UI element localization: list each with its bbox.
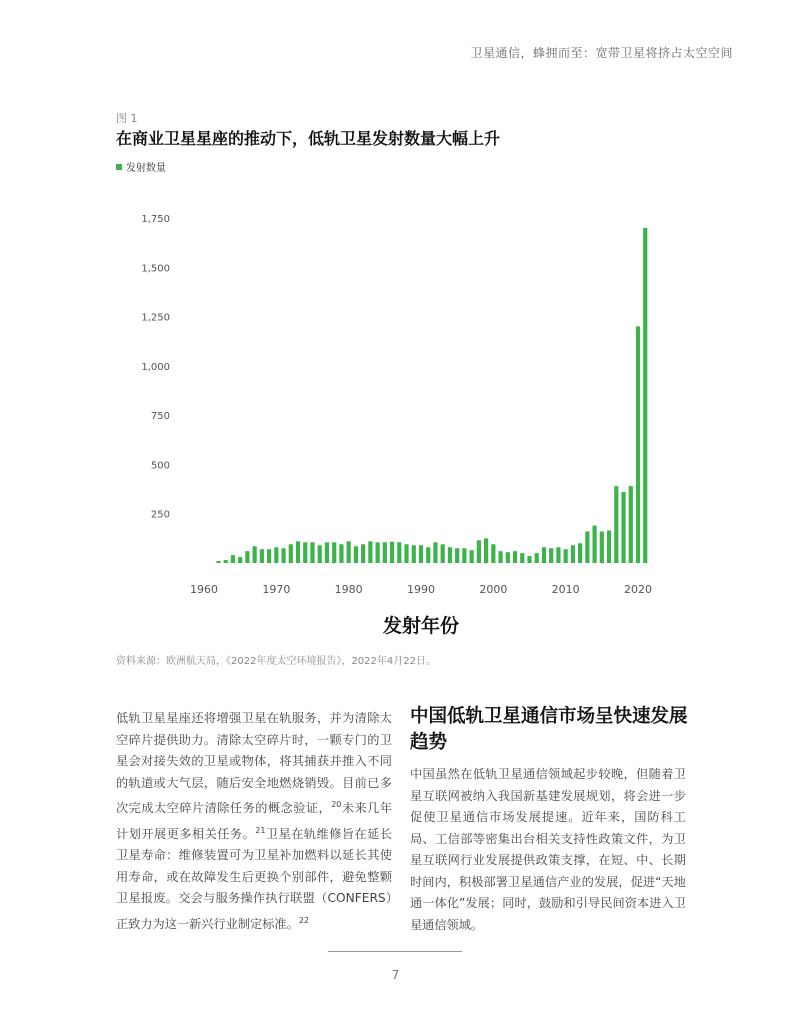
y-tick-label: 1,750 [141,214,170,225]
x-tick-label: 1980 [334,583,363,596]
bar-1997 [470,550,474,563]
bar-1983 [368,541,372,563]
bar-2005 [527,556,531,563]
bar-1987 [397,542,401,563]
bar-1974 [303,542,307,563]
running-header: 卫星通信，蜂拥而至：宽带卫星将挤占太空空间 [470,46,733,60]
y-tick-label: 1,000 [141,361,170,373]
bar-2011 [571,545,575,563]
bar-1972 [289,544,293,563]
bar-2010 [564,549,568,563]
bar-1978 [332,542,336,563]
bar-1980 [347,541,351,563]
x-tick-label: 2000 [479,583,508,596]
y-tick-label: 500 [150,460,170,472]
bar-2000 [491,544,495,563]
x-axis-ticks [190,583,652,596]
section-heading: 中国低轨卫星通信市场呈快速发展趋势 [410,706,688,753]
bar-2020 [636,326,640,563]
figure-source: 资料来源：欧洲航天局，《2022年度太空环境报告》，2022年4月22日。 [116,656,436,667]
paragraph-part: 未来几年计划开展更多相关任务。 [116,801,393,841]
bar-2002 [506,552,510,563]
figure-label: 图 1 [116,112,138,125]
bar-1986 [390,542,394,563]
bar-2004 [520,553,524,563]
bar-1963 [224,560,228,563]
y-tick-label: 1,250 [141,312,170,324]
x-tick-label: 2010 [551,583,580,596]
bar-2017 [614,486,618,563]
bar-1967 [253,546,257,563]
bar-1989 [412,545,416,563]
bar-1975 [310,542,314,563]
bar-1969 [267,549,271,563]
bar-1965 [238,557,242,563]
y-tick-label: 250 [150,509,170,521]
right-column-text: 中国虽然在低轨卫星通信领域起步较晚，但随着卫星互联网被纳入我国新基建发展规划，将会进一步促使卫星通信市场发展提速。近年来，国防科工局、工信部等密集出台相关支持性政策文件，为卫星互联网行业发展提供政策支撑，在短、中、长期时间内，积极部署卫星通信产业的发展，促进“天地通一体化”发展；同时，鼓励和引导民间资本进入卫星通信领域。 [410,767,686,932]
footnote-ref[interactable]: 21 [255,825,266,835]
bar-2021 [643,228,647,563]
footer-divider [328,951,462,952]
paragraph-part: 卫星在轨维修旨在延长卫星寿命：维修装置可为卫星补加燃料以延长其使用寿命，或在故障发生后更换个别部件，避免整颗卫星报废。交会与服务操作执行联盟（CONFERS）正致力为这一新兴行业制定标准。 [116,826,393,931]
bar-1968 [260,549,264,563]
bar-1981 [354,546,358,563]
bar-1979 [339,544,343,563]
y-tick-label: 750 [150,411,170,423]
bar-1995 [455,548,459,563]
page-number: 7 [391,968,400,982]
bar-2003 [513,551,517,563]
bar-2019 [629,486,633,563]
bar-1991 [426,547,430,563]
bar-1996 [462,548,466,563]
bar-2008 [549,548,553,563]
bar-1970 [274,547,278,563]
bar-1985 [383,542,387,563]
x-tick-label: 1970 [262,583,291,596]
paragraph-part: 低轨卫星星座还将增强卫星在轨服务，并为清除太空碎片提供助力。清除太空碎片时，一颗专门的卫星会对接失效的卫星或物体，将其捕获并推入不同的轨道或大气层，随后安全地燃烧销毁。目前已多次完成太空碎片清除任务的概念验证， [116,711,392,816]
bars [216,228,647,563]
bar-2014 [593,526,597,563]
bar-1966 [245,551,249,563]
y-tick-label: 1,500 [141,263,170,275]
bar-2013 [585,531,589,563]
bar-1992 [433,542,437,563]
bar-2012 [578,543,582,563]
bar-2007 [542,547,546,563]
x-tick-label: 1990 [407,583,435,596]
bar-2015 [600,531,604,563]
x-tick-label: 1960 [190,583,218,596]
y-axis-ticks [141,214,170,521]
bar-1962 [216,561,220,563]
bar-2018 [621,492,625,563]
bar-1998 [477,540,481,563]
footnote-ref[interactable]: 22 [298,915,309,925]
x-tick-label: 2020 [624,583,652,596]
bar-1994 [448,547,452,563]
bar-1984 [376,542,380,563]
bar-1988 [404,544,408,563]
bar-1982 [361,544,365,563]
bar-1977 [325,542,329,563]
x-axis-label: 发射年份 [382,615,460,637]
bar-2016 [607,530,611,563]
bar-2009 [556,547,560,563]
bar-1999 [484,538,488,563]
figure-title: 在商业卫星星座的推动下，低轨卫星发射数量大幅上升 [116,129,501,148]
bar-1976 [318,545,322,563]
legend-label: 发射数量 [126,163,166,174]
bar-1990 [419,545,423,563]
bar-1964 [231,555,235,563]
bar-1993 [441,544,445,563]
left-column-text [116,708,392,935]
bar-2006 [535,553,539,563]
bar-2001 [498,551,502,563]
bar-1973 [296,541,300,563]
footnote-ref[interactable]: 20 [331,800,342,809]
bar-1971 [281,548,285,563]
